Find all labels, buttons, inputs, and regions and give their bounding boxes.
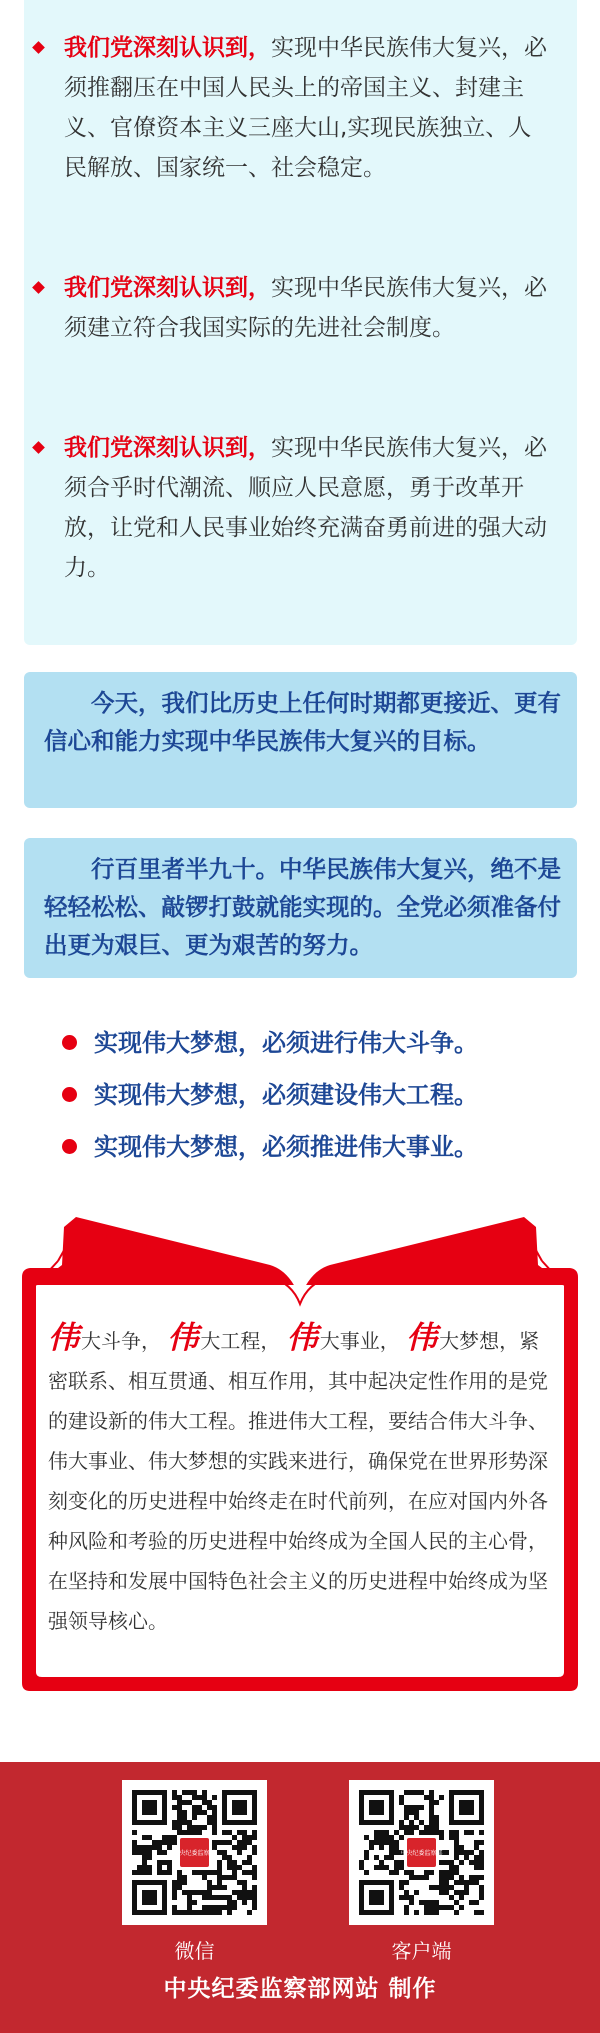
red-dot-bullet-icon xyxy=(62,1035,77,1050)
statement-text: 行百里者半九十。中华民族伟大复兴，绝不是轻轻松松、敲锣打鼓就能实现的。全党必须准备付出更为艰巨、更为艰苦的努力。 xyxy=(44,855,561,959)
key-point-lead: 我们党深刻认识到， xyxy=(64,35,271,61)
dream-list xyxy=(56,1025,576,1181)
statement-box-today xyxy=(24,672,577,808)
qr-code-icon[interactable] xyxy=(122,1780,267,1925)
wei-character: 伟 xyxy=(48,1320,79,1356)
paragraph-body: 紧密联系、相互贯通、相互作用，其中起决定性作用的是党的建设新的伟大工程。推进伟大工程，要结合伟大斗争、伟大事业、伟大梦想的实践来进行，确保党在世界形势深刻变化的历史进程中始终走在时代前列，在应对国内外各种风险和考验的历史进程中始终成为全国人民的主心骨，在坚持和发展中国特色社会主义的历史进程中始终成为坚强领导核心。 xyxy=(48,1329,548,1633)
dream-text: 实现伟大梦想，必须进行伟大斗争。 xyxy=(94,1029,478,1057)
red-dot-bullet-icon xyxy=(62,1139,77,1154)
great-project-paragraph xyxy=(48,1318,556,1641)
site-credit: 中央纪委监察部网站 制作 xyxy=(163,1976,437,2002)
dream-item xyxy=(56,1129,576,1181)
wei-character: 伟 xyxy=(406,1320,438,1356)
red-dot-bullet-icon xyxy=(62,1087,77,1102)
qr-label-wechat: 微信 xyxy=(174,1939,215,1963)
dream-item xyxy=(56,1077,576,1129)
qr-client[interactable] xyxy=(349,1780,494,1964)
svg-text:中央纪委监察部: 中央纪委监察部 xyxy=(400,1850,443,1857)
dream-text: 实现伟大梦想，必须推进伟大事业。 xyxy=(94,1133,478,1161)
key-point-body: 实现中华民族伟大复兴，必须建立符合我国实际的先进社会制度。 xyxy=(64,275,547,341)
qr-wechat[interactable] xyxy=(122,1780,267,1964)
wei-character: 伟 xyxy=(167,1320,199,1356)
term: 大梦想， xyxy=(439,1329,520,1353)
term: 大事业， xyxy=(319,1329,400,1353)
key-point-lead: 我们党深刻认识到， xyxy=(64,275,271,301)
key-point-1 xyxy=(64,28,554,188)
statement-text: 今天，我们比历史上任何时期都更接近、更有信心和能力实现中华民族伟大复兴的目标。 xyxy=(44,689,561,755)
statement-box-effort xyxy=(24,838,577,978)
wei-character: 伟 xyxy=(286,1320,318,1356)
term: 大斗争， xyxy=(81,1329,161,1353)
dream-text: 实现伟大梦想，必须建设伟大工程。 xyxy=(94,1081,478,1109)
key-point-body: 实现中华民族伟大复兴，必须合乎时代潮流、顺应人民意愿，勇于改革开放，让党和人民事业始终充满奋勇前进的强大动力。 xyxy=(64,435,547,581)
key-point-3 xyxy=(64,428,554,588)
term: 大工程， xyxy=(200,1329,281,1353)
key-point-2 xyxy=(64,268,554,348)
qr-label-client: 客户端 xyxy=(391,1939,452,1963)
key-point-body: 实现中华民族伟大复兴，必须推翻压在中国人民头上的帝国主义、封建主义、官僚资本主义三座大山,实现民族独立、人民解放、国家统一、社会稳定。 xyxy=(64,35,547,181)
dream-item xyxy=(56,1025,576,1077)
key-point-lead: 我们党深刻认识到， xyxy=(64,435,271,461)
svg-text:中央纪委监察部: 中央纪委监察部 xyxy=(173,1850,216,1857)
footer xyxy=(0,1762,600,2033)
qr-code-icon[interactable] xyxy=(349,1780,494,1925)
